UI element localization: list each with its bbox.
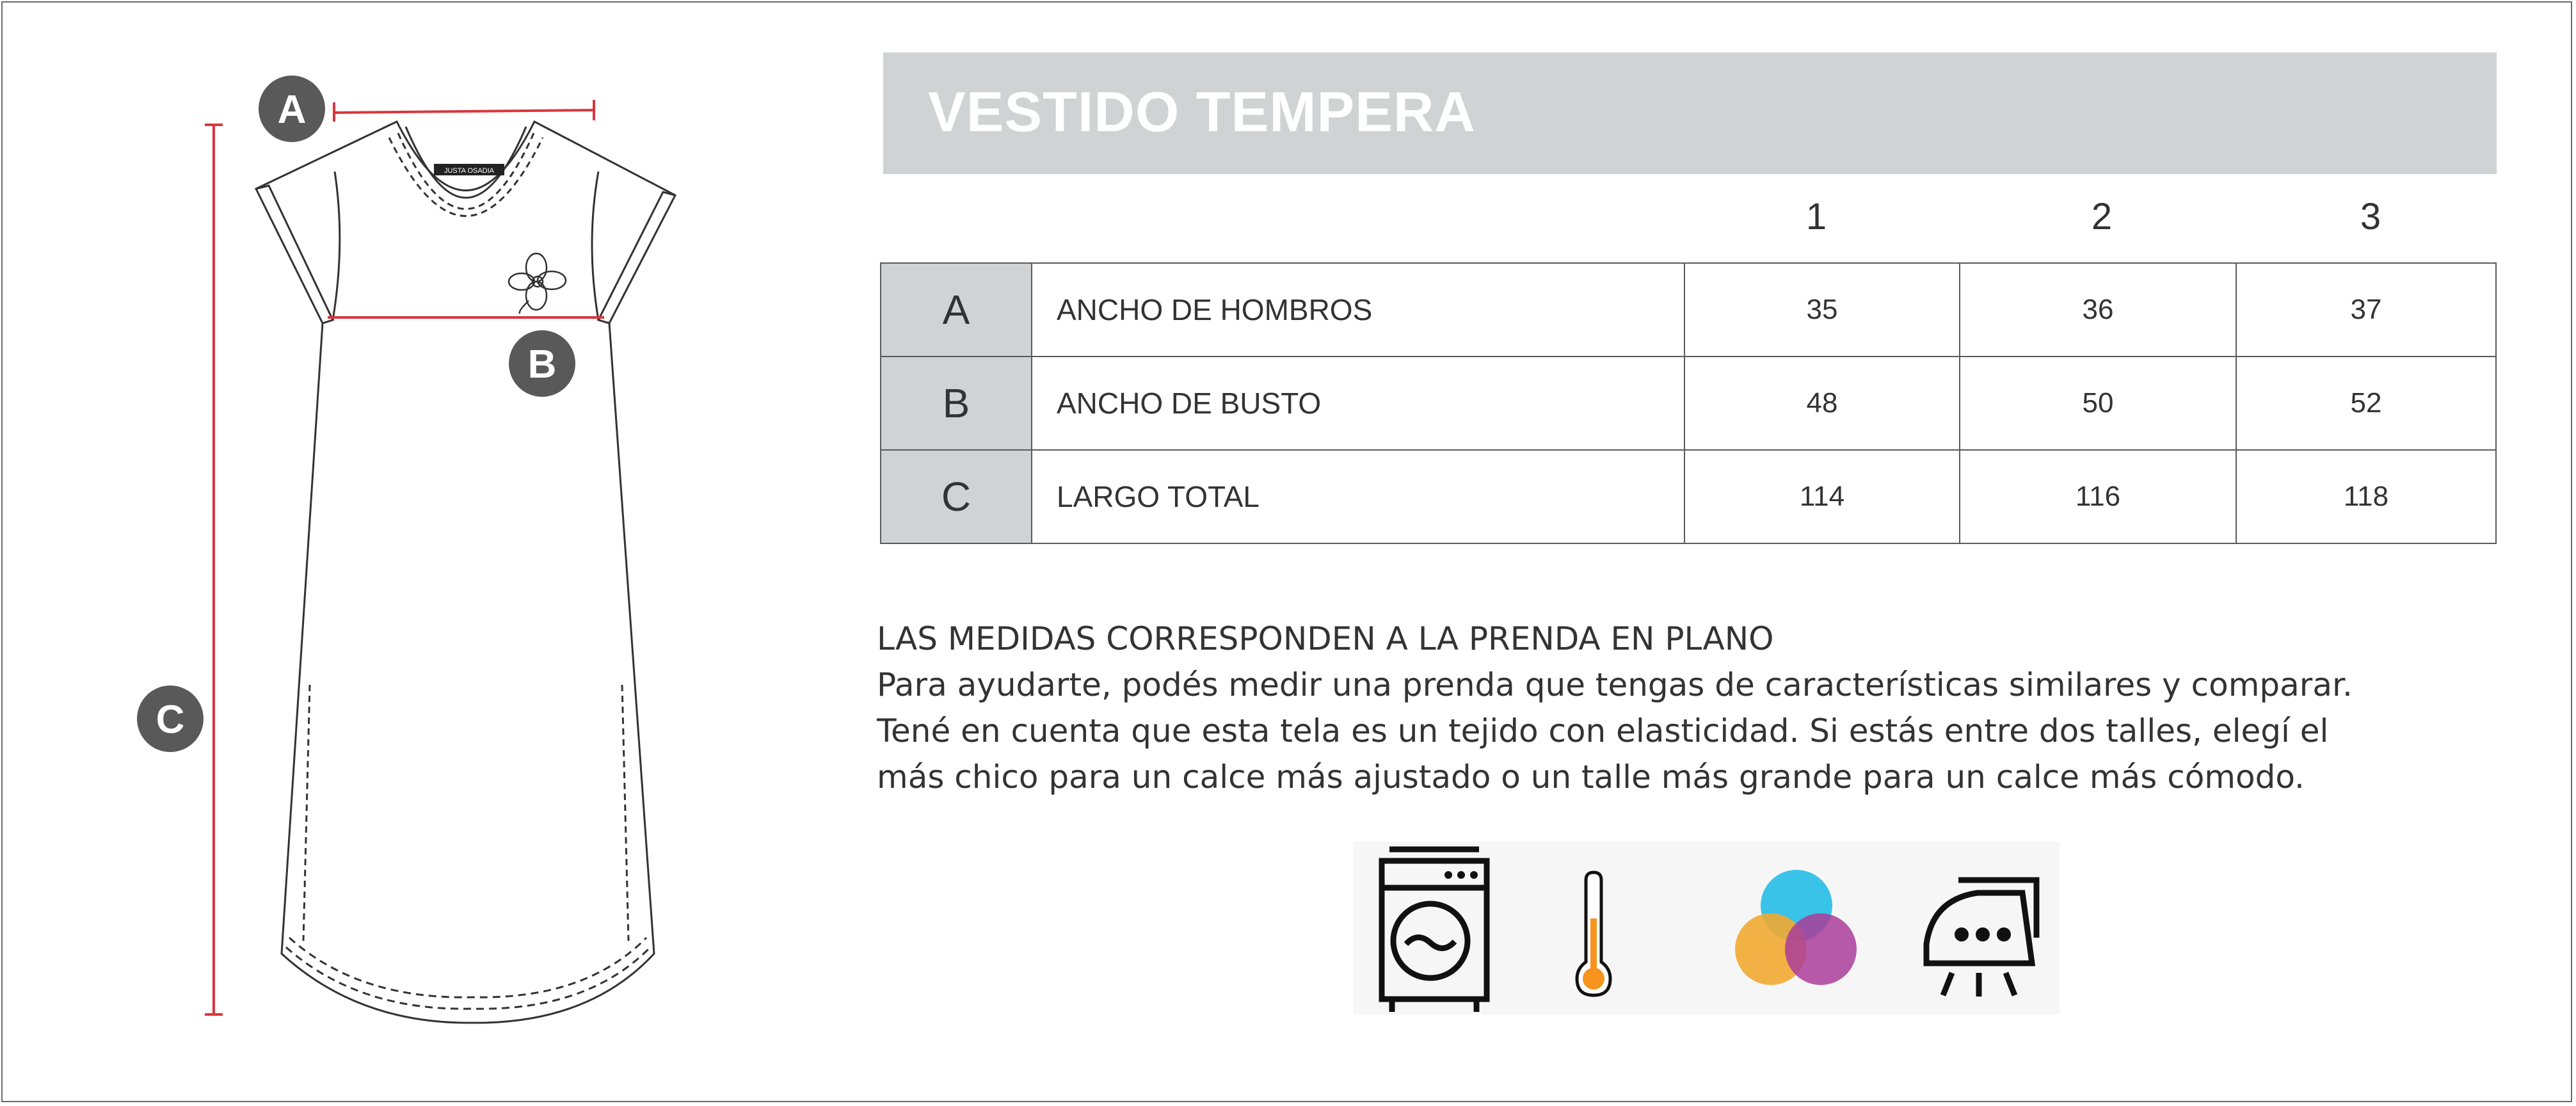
measure-code: C	[881, 450, 1032, 543]
measure-value: 35	[1684, 263, 1960, 357]
measure-label: LARGO TOTAL	[1032, 450, 1684, 543]
measure-value: 50	[1960, 357, 2236, 450]
neck-label-text: JUSTA OSADIA	[444, 167, 495, 175]
product-title: VESTIDO TEMPERA	[928, 80, 1476, 143]
table-row	[881, 263, 2496, 357]
color-mix-icon	[1725, 842, 1866, 1014]
notes-line: Para ayudarte, podés medir una prenda que tengas de características similares y comparar.	[877, 666, 2353, 703]
measure-code: A	[881, 263, 1032, 357]
washing-machine-icon	[1373, 842, 1494, 1014]
dress-outline	[256, 122, 675, 1023]
garment-sketch	[0, 0, 832, 1106]
title-bar	[883, 52, 2497, 174]
size-table	[880, 262, 2497, 544]
svg-text:C: C	[156, 698, 185, 742]
measure-value: 118	[2236, 450, 2496, 543]
marker-a	[259, 76, 325, 142]
measure-value: 37	[2236, 263, 2496, 357]
notes-line: Tené en cuenta que esta tela es un tejido con elasticidad. Si estás entre dos talles, elegí el	[877, 712, 2329, 749]
measure-label: ANCHO DE BUSTO	[1032, 357, 1684, 450]
size-header-3: 3	[2360, 196, 2381, 237]
measure-value: 52	[2236, 357, 2496, 450]
table-row	[881, 357, 2496, 450]
thermometer-icon	[1568, 842, 1619, 1014]
notes-heading: LAS MEDIDAS CORRESPONDEN A LA PRENDA EN PLANO	[877, 620, 1774, 657]
measure-value: 48	[1684, 357, 1960, 450]
svg-text:A: A	[277, 88, 307, 132]
marker-b	[509, 330, 575, 397]
notes-line: más chico para un calce más ajustado o un talle más grande para un calce más cómodo.	[877, 758, 2305, 796]
measure-value: 114	[1684, 450, 1960, 543]
iron-icon	[1920, 842, 2048, 1014]
size-header-1: 1	[1805, 196, 1827, 237]
svg-text:B: B	[527, 342, 557, 387]
marker-c	[137, 685, 204, 752]
measurement-notes	[877, 616, 2353, 800]
measure-value: 36	[1960, 263, 2236, 357]
measure-value: 116	[1960, 450, 2236, 543]
measure-label: ANCHO DE HOMBROS	[1032, 263, 1684, 357]
measure-code: B	[881, 357, 1032, 450]
table-row	[881, 450, 2496, 543]
care-icons	[1354, 842, 2060, 1014]
size-header-2: 2	[2091, 196, 2113, 237]
